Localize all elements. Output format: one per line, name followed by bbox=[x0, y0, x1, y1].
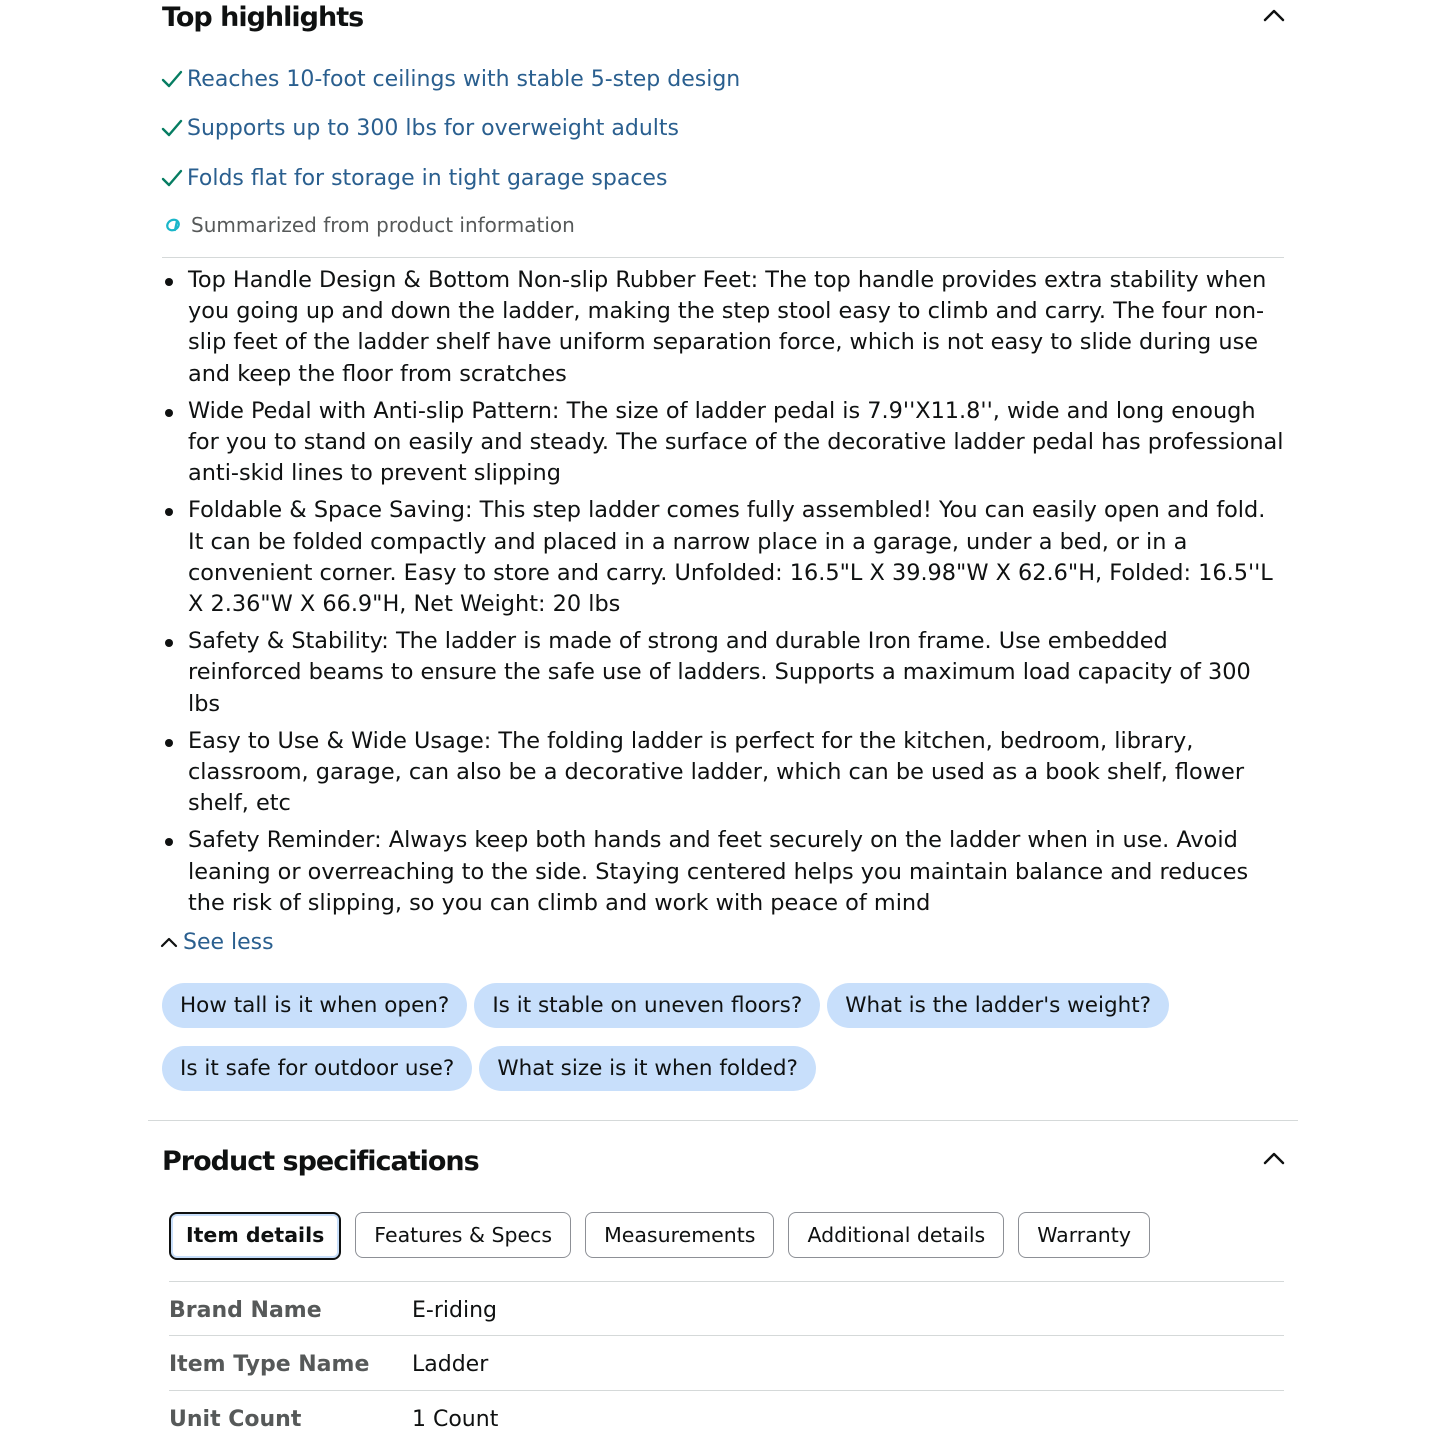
feature-bullet: Safety Reminder: Always keep both hands and feet securely on the ladder when in use. Avoid leaning or overreaching to the side. Staying centered helps you maintain balance and reduces the risk of slipping, so you can climb and work with peace of mind bbox=[162, 825, 1287, 919]
feature-bullets bbox=[162, 265, 1287, 925]
question-chip[interactable]: Is it stable on uneven floors? bbox=[474, 983, 820, 1028]
highlight-item bbox=[160, 113, 679, 143]
spec-divider bbox=[169, 1281, 1284, 1282]
specs-tabs bbox=[169, 1212, 1164, 1260]
see-less-link[interactable] bbox=[160, 926, 274, 958]
feature-bullet: Foldable & Space Saving: This step ladder comes fully assembled! You can easily open and fold. It can be folded compactly and placed in a narrow place in a garage, under a bed, or in a convenient corner. Easy to store and carry. Unfolded: 16.5"L X 39.98"W X 62.6"H, Folded: 16.5''L X 2.36"W X 66.9"H, Net Weight: 20 lbs bbox=[162, 495, 1287, 620]
tab-item-details[interactable]: Item details bbox=[169, 1212, 341, 1260]
chevron-up-icon bbox=[160, 936, 178, 948]
summary-note bbox=[163, 210, 575, 240]
feature-bullet: Top Handle Design & Bottom Non-slip Rubber Feet: The top handle provides extra stability when you going up and down the ladder, making the step stool easy to climb and carry. The four non-slip feet of the ladder shelf have uniform separation force, which is not easy to slide during use and keep the floor from scratches bbox=[162, 265, 1287, 390]
collapse-highlights-button[interactable] bbox=[1259, 0, 1289, 30]
question-chips-row bbox=[162, 1046, 1292, 1109]
summary-note-text: Summarized from product information bbox=[191, 213, 575, 237]
see-less-label: See less bbox=[183, 929, 274, 955]
divider bbox=[162, 257, 1284, 258]
highlight-text: Folds flat for storage in tight garage spaces bbox=[187, 165, 668, 191]
question-chips-row bbox=[162, 983, 1292, 1046]
spec-divider bbox=[169, 1390, 1284, 1391]
chevron-up-icon bbox=[1263, 1151, 1285, 1165]
section-divider bbox=[148, 1120, 1298, 1121]
question-chip[interactable]: What is the ladder's weight? bbox=[827, 983, 1169, 1028]
feature-bullet: Wide Pedal with Anti-slip Pattern: The size of ladder pedal is 7.9''X11.8'', wide and long enough for you to stand on easily and steady. The surface of the decorative ladder pedal has professional anti-skid lines to prevent slipping bbox=[162, 396, 1287, 490]
tab-warranty[interactable]: Warranty bbox=[1018, 1212, 1150, 1258]
question-chip[interactable]: How tall is it when open? bbox=[162, 983, 467, 1028]
feature-bullet: Easy to Use & Wide Usage: The folding ladder is perfect for the kitchen, bedroom, library, classroom, garage, can also be a decorative ladder, which can be used as a book shelf, flower shelf, etc bbox=[162, 726, 1287, 820]
spec-key: Unit Count bbox=[169, 1406, 302, 1432]
tab-additional-details[interactable]: Additional details bbox=[788, 1212, 1004, 1258]
spec-divider bbox=[169, 1335, 1284, 1336]
checkmark-icon bbox=[160, 166, 184, 190]
spec-key: Brand Name bbox=[169, 1297, 322, 1323]
spec-row bbox=[169, 1337, 1284, 1391]
spec-value: Ladder bbox=[412, 1351, 489, 1377]
collapse-specs-button[interactable] bbox=[1259, 1143, 1289, 1173]
highlight-text: Reaches 10-foot ceilings with stable 5-step design bbox=[187, 66, 741, 92]
highlight-text: Supports up to 300 lbs for overweight adults bbox=[187, 115, 679, 141]
ai-sparkle-icon bbox=[163, 215, 183, 235]
highlight-item bbox=[160, 64, 740, 94]
spec-value: E-riding bbox=[412, 1297, 497, 1323]
spec-row bbox=[169, 1283, 1284, 1337]
checkmark-icon bbox=[160, 116, 184, 140]
tab-features-specs[interactable]: Features & Specs bbox=[355, 1212, 571, 1258]
spec-value: 1 Count bbox=[412, 1406, 499, 1432]
specs-title: Product specifications bbox=[162, 1146, 479, 1177]
feature-bullet: Safety & Stability: The ladder is made of strong and durable Iron frame. Use embedded reinforced beams to ensure the safe use of ladders. Supports a maximum load capacity of 300 lbs bbox=[162, 626, 1287, 720]
highlights-title: Top highlights bbox=[162, 2, 364, 33]
question-chip[interactable]: What size is it when folded? bbox=[479, 1046, 816, 1091]
highlight-item bbox=[160, 163, 667, 193]
spec-row bbox=[169, 1392, 1284, 1446]
tab-measurements[interactable]: Measurements bbox=[585, 1212, 774, 1258]
question-chip[interactable]: Is it safe for outdoor use? bbox=[162, 1046, 472, 1091]
spec-key: Item Type Name bbox=[169, 1351, 370, 1377]
chevron-up-icon bbox=[1263, 8, 1285, 22]
checkmark-icon bbox=[160, 67, 184, 91]
